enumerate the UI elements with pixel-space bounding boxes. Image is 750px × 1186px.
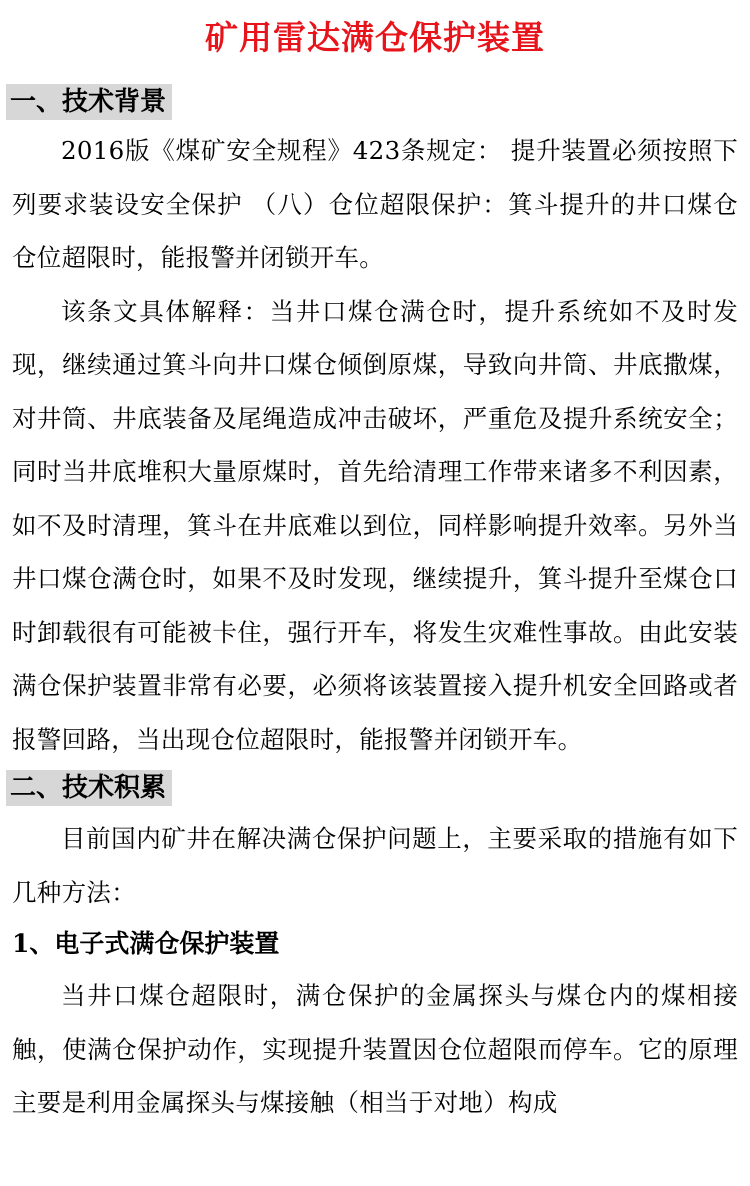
paragraph-regulation: 2016版《煤矿安全规程》423条规定： 提升装置必须按照下列要求装设安全保护 （八）仓位超限保护：箕斗提升的井口煤仓仓位超限时，能报警并闭锁开车。 (12, 136, 738, 272)
paragraph-explanation: 该条文具体解释：当井口煤仓满仓时，提升系统如不及时发现，继续通过箕斗向井口煤仓倾倒原煤，导致向井筒、井底撒煤，对井筒、井底装备及尾绳造成冲击破坏，严重危及提升系统安全；同时当井底堆积大量原煤时，首先给清理工作带来诸多不利因素，如不及时清理，箕斗在井底难以到位，同样影响提升效率。另外当井口煤仓满仓时，如果不及时发现，继续提升，箕斗提升至煤仓口时卸载很有可能被卡住，强行开车，将发生灾难性事故。由此安装满仓保护装置非常有必要，必须将该装置接入提升机安全回路或者报警回路，当出现仓位超限时，能报警并闭锁开车。 (12, 296, 738, 754)
section-heading-tech-accumulation: 二、技术积累 (10, 773, 167, 803)
section-heading-accumulation-wrap (6, 770, 750, 806)
section-heading-background (6, 84, 750, 120)
document-title: 矿用雷达满仓保护装置 (205, 18, 545, 57)
subheading-electronic-protection: 1、电子式满仓保护装置 (12, 929, 280, 958)
paragraph-electronic-protection: 当井口煤仓超限时，满仓保护的金属探头与煤仓内的煤相接触，使满仓保护动作，实现提升装置因仓位超限而停车。它的原理主要是利用金属探头与煤接触（相当于对地）构成 (12, 981, 738, 1117)
paragraph-methods-intro: 目前国内矿井在解决满仓保护问题上，主要采取的措施有如下几种方法： (12, 824, 738, 907)
section-heading-tech-background: 一、技术背景 (10, 87, 167, 117)
